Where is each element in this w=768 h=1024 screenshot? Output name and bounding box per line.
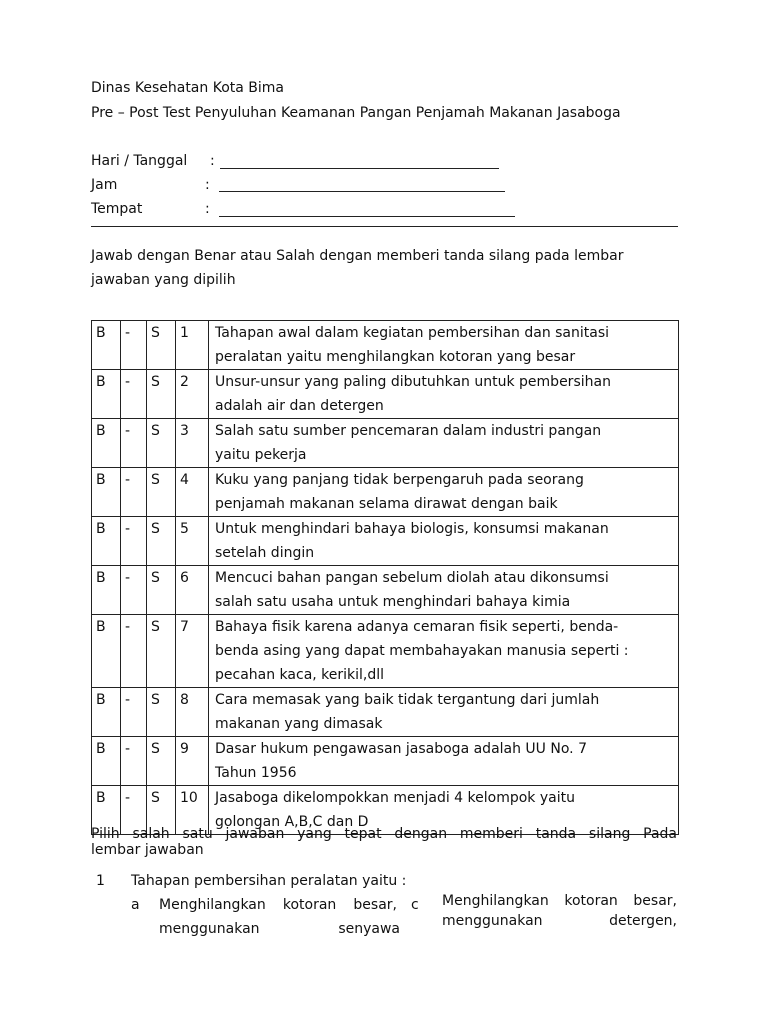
- statement-line: Tahapan awal dalam kegiatan pembersihan dan sanitasi: [215, 325, 610, 341]
- option-a-letter: a: [131, 897, 140, 913]
- question-statement: [209, 517, 679, 566]
- statement-line: Dasar hukum pengawasan jasaboga adalah UU No. 7: [215, 741, 587, 757]
- dash-cell: -: [121, 370, 147, 419]
- statement-line: golongan A,B,C dan D: [215, 814, 369, 830]
- answer-s-cell: S: [147, 566, 176, 615]
- jam-colon: :: [205, 177, 210, 193]
- header-divider: [91, 226, 678, 227]
- statement-line: Bahaya fisik karena adanya cemaran fisik seperti, benda-: [215, 619, 619, 635]
- dash-cell: -: [121, 419, 147, 468]
- dash-cell: -: [121, 737, 147, 786]
- question-row: [92, 321, 679, 370]
- answer-s-cell: S: [147, 786, 176, 835]
- header-line-1: Dinas Kesehatan Kota Bima: [91, 80, 284, 96]
- answer-s-cell: S: [147, 370, 176, 419]
- instruction-line-2: jawaban yang dipilih: [91, 272, 236, 288]
- option-c-letter: c: [411, 897, 419, 913]
- statement-line: penjamah makanan selama dirawat dengan baik: [215, 496, 558, 512]
- statement-line: salah satu usaha untuk menghindari bahaya kimia: [215, 594, 571, 610]
- statement-line: Jasaboga dikelompokkan menjadi 4 kelompok yaitu: [215, 790, 575, 806]
- jam-label: Jam: [91, 177, 118, 193]
- statement-line: Salah satu sumber pencemaran dalam industri pangan: [215, 423, 602, 439]
- answer-b-cell: B: [92, 370, 121, 419]
- question-number: 6: [176, 566, 209, 615]
- question-number: 2: [176, 370, 209, 419]
- option-c-line-2: menggunakan detergen,: [442, 913, 677, 929]
- section2-intro-line-2: lembar jawaban: [91, 842, 204, 858]
- question-row: [92, 370, 679, 419]
- answer-s-cell: S: [147, 737, 176, 786]
- question-statement: [209, 321, 679, 370]
- hari-colon: :: [210, 153, 215, 169]
- answer-b-cell: B: [92, 517, 121, 566]
- question-row: [92, 737, 679, 786]
- tempat-label: Tempat: [91, 201, 143, 217]
- hari-blank: [220, 168, 499, 169]
- section2-intro-line-1: Pilih salah satu jawaban yang tepat dengan memberi tanda silang Pada: [91, 826, 677, 842]
- statement-line: pecahan kaca, kerikil,dll: [215, 667, 385, 683]
- answer-b-cell: B: [92, 615, 121, 688]
- dash-cell: -: [121, 615, 147, 688]
- statement-line: adalah air dan detergen: [215, 398, 384, 414]
- statement-line: Cara memasak yang baik tidak tergantung dari jumlah: [215, 692, 600, 708]
- answer-b-cell: B: [92, 419, 121, 468]
- question-number: 3: [176, 419, 209, 468]
- question-number: 9: [176, 737, 209, 786]
- question-statement: [209, 566, 679, 615]
- mcq-1-question: Tahapan pembersihan peralatan yaitu :: [131, 873, 407, 889]
- question-row: [92, 566, 679, 615]
- answer-b-cell: B: [92, 786, 121, 835]
- hari-label: Hari / Tanggal: [91, 153, 188, 169]
- dash-cell: -: [121, 468, 147, 517]
- answer-s-cell: S: [147, 321, 176, 370]
- question-number: 7: [176, 615, 209, 688]
- statement-line: Tahun 1956: [215, 765, 297, 781]
- answer-b-cell: B: [92, 737, 121, 786]
- tempat-colon: :: [205, 201, 210, 217]
- answer-s-cell: S: [147, 468, 176, 517]
- dash-cell: -: [121, 517, 147, 566]
- question-statement: [209, 370, 679, 419]
- dash-cell: -: [121, 566, 147, 615]
- statement-line: yaitu pekerja: [215, 447, 307, 463]
- dash-cell: -: [121, 688, 147, 737]
- answer-b-cell: B: [92, 321, 121, 370]
- answer-s-cell: S: [147, 419, 176, 468]
- statement-line: peralatan yaitu menghilangkan kotoran yang besar: [215, 349, 576, 365]
- answer-s-cell: S: [147, 615, 176, 688]
- question-number: 10: [176, 786, 209, 835]
- answer-b-cell: B: [92, 468, 121, 517]
- question-row: [92, 419, 679, 468]
- question-number: 4: [176, 468, 209, 517]
- question-number: 8: [176, 688, 209, 737]
- question-row: [92, 688, 679, 737]
- question-number: 1: [176, 321, 209, 370]
- question-row: [92, 468, 679, 517]
- question-row: [92, 615, 679, 688]
- true-false-table: [91, 320, 679, 835]
- question-statement: [209, 615, 679, 688]
- option-a-line-2: menggunakan senyawa: [159, 921, 400, 937]
- question-statement: [209, 688, 679, 737]
- dash-cell: -: [121, 786, 147, 835]
- statement-line: benda asing yang dapat membahayakan manusia seperti :: [215, 643, 629, 659]
- mcq-1-number: 1: [96, 873, 105, 889]
- statement-line: Unsur-unsur yang paling dibutuhkan untuk pembersihan: [215, 374, 611, 390]
- option-a-line-1: Menghilangkan kotoran besar,: [159, 897, 397, 913]
- answer-s-cell: S: [147, 517, 176, 566]
- dash-cell: -: [121, 321, 147, 370]
- jam-blank: [219, 191, 505, 192]
- statement-line: Untuk menghindari bahaya biologis, konsumsi makanan: [215, 521, 609, 537]
- answer-s-cell: S: [147, 688, 176, 737]
- statement-line: Kuku yang panjang tidak berpengaruh pada seorang: [215, 472, 584, 488]
- question-statement: [209, 468, 679, 517]
- statement-line: setelah dingin: [215, 545, 315, 561]
- header-line-2: Pre – Post Test Penyuluhan Keamanan Pangan Penjamah Makanan Jasaboga: [91, 105, 621, 121]
- question-statement: [209, 419, 679, 468]
- tempat-blank: [219, 216, 515, 217]
- statement-line: makanan yang dimasak: [215, 716, 383, 732]
- question-statement: [209, 737, 679, 786]
- statement-line: Mencuci bahan pangan sebelum diolah atau dikonsumsi: [215, 570, 609, 586]
- answer-b-cell: B: [92, 688, 121, 737]
- question-number: 5: [176, 517, 209, 566]
- question-row: [92, 517, 679, 566]
- answer-b-cell: B: [92, 566, 121, 615]
- option-c-line-1: Menghilangkan kotoran besar,: [442, 893, 677, 909]
- instruction-line-1: Jawab dengan Benar atau Salah dengan memberi tanda silang pada lembar: [91, 248, 624, 264]
